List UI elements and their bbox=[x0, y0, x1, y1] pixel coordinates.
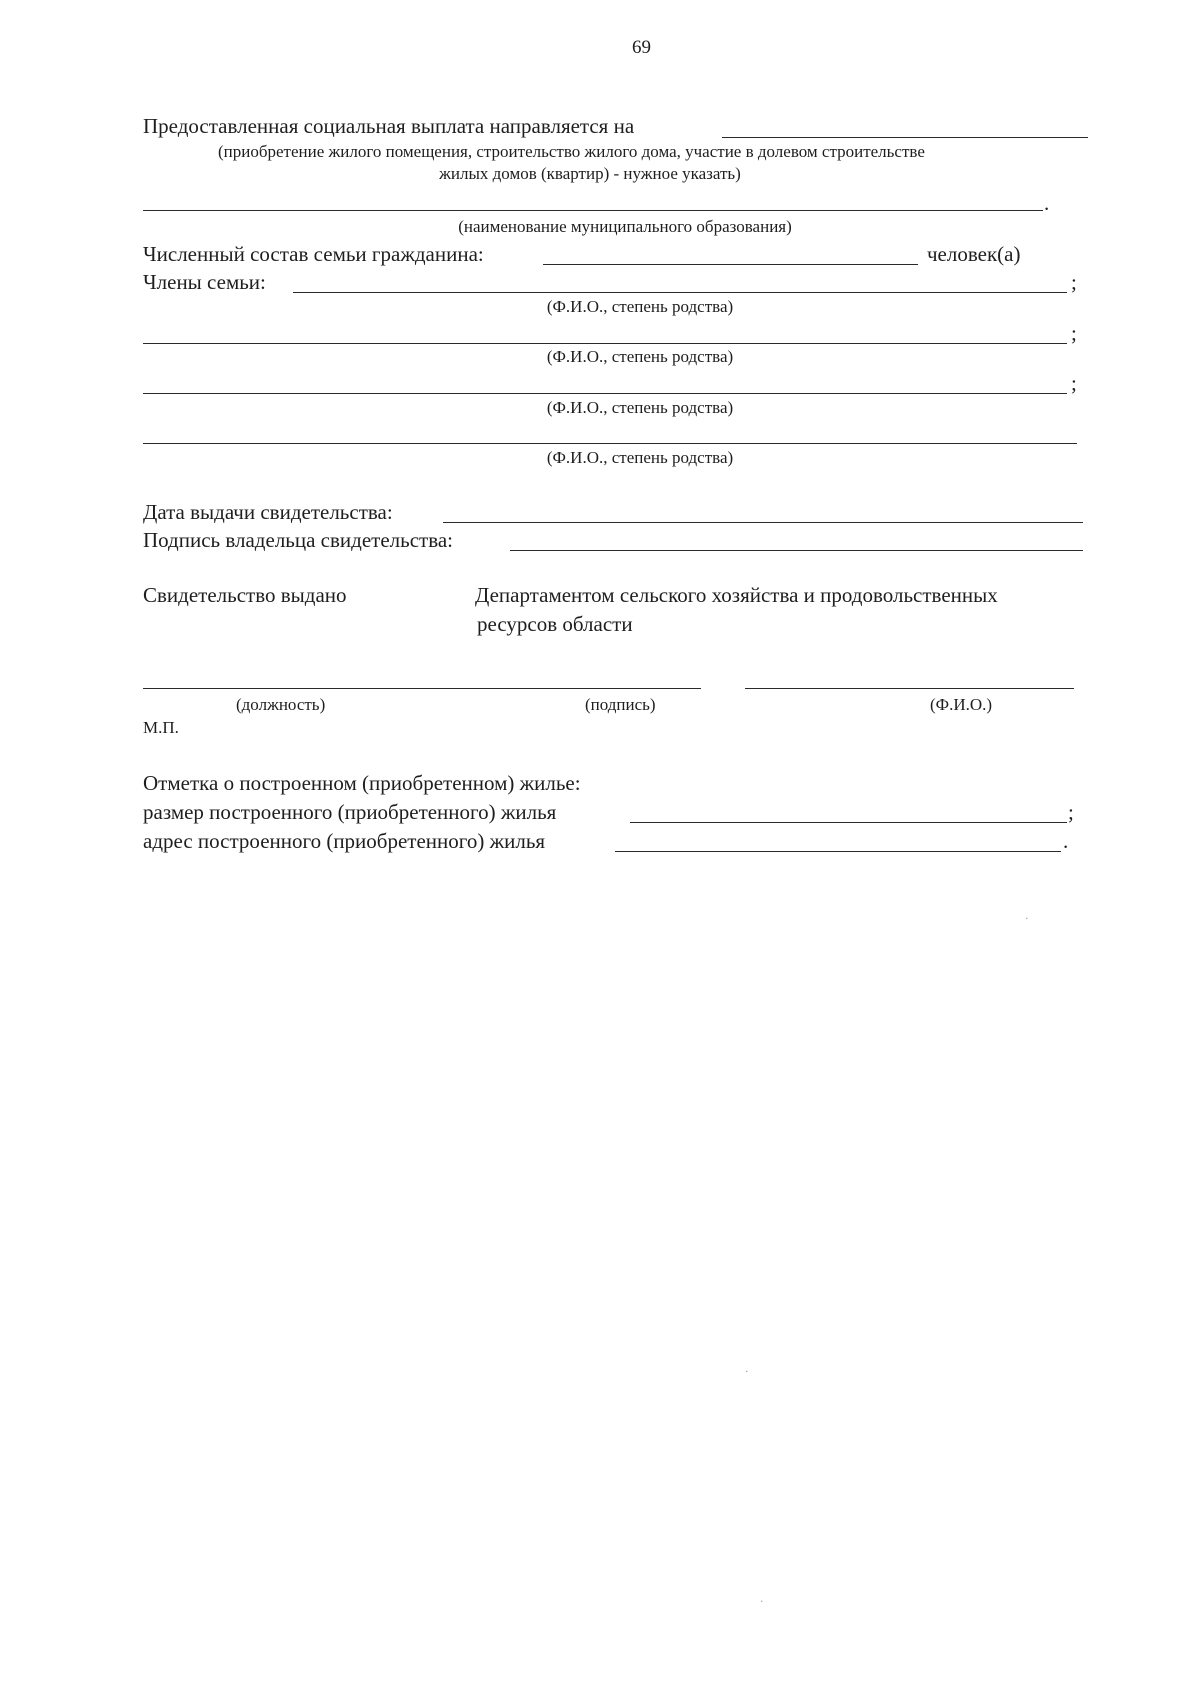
family-member-field-3[interactable] bbox=[143, 393, 1067, 394]
scan-artifact-dot: · bbox=[760, 1595, 764, 1608]
municipality-field[interactable] bbox=[143, 210, 1043, 211]
housing-address-field[interactable] bbox=[615, 851, 1061, 852]
family-member-field-1[interactable] bbox=[293, 292, 1067, 293]
family-member-hint-1: (Ф.И.О., степень родства) bbox=[546, 297, 734, 316]
payment-purpose-hint-line1: (приобретение жилого помещения, строительство жилого дома, участие в долевом строительстве bbox=[218, 142, 925, 161]
name-hint: (Ф.И.О.) bbox=[930, 695, 993, 714]
issued-by-label: Свидетельство выдано bbox=[143, 583, 347, 607]
family-member-field-4[interactable] bbox=[143, 443, 1077, 444]
family-member-hint-2: (Ф.И.О., степень родства) bbox=[546, 347, 734, 366]
payment-purpose-hint-line2: жилых домов (квартир) - нужное указать) bbox=[439, 164, 741, 183]
family-member-separator-2: ; bbox=[1071, 321, 1077, 345]
family-count-unit: человек(а) bbox=[927, 242, 1021, 266]
owner-signature-label: Подпись владельца свидетельства: bbox=[143, 528, 454, 552]
housing-size-field[interactable] bbox=[630, 822, 1067, 823]
housing-address-label: адрес построенного (приобретенного) жилья bbox=[143, 829, 546, 853]
issue-date-field[interactable] bbox=[443, 522, 1083, 523]
payment-purpose-label: Предоставленная социальная выплата направляется на bbox=[143, 114, 635, 138]
payment-purpose-field[interactable] bbox=[722, 137, 1088, 138]
housing-address-end: . bbox=[1063, 829, 1069, 853]
stamp-mark: М.П. bbox=[143, 718, 179, 737]
page-number: 69 bbox=[632, 37, 651, 58]
family-member-field-2[interactable] bbox=[143, 343, 1067, 344]
family-count-field[interactable] bbox=[543, 264, 918, 265]
scan-artifact-dot: · bbox=[1025, 912, 1029, 925]
family-member-hint-4: (Ф.И.О., степень родства) bbox=[546, 448, 734, 467]
position-hint: (должность) bbox=[236, 695, 326, 714]
signature-hint: (подпись) bbox=[585, 695, 656, 714]
issue-date-label: Дата выдачи свидетельства: bbox=[143, 500, 393, 524]
municipality-trailing-dot: . bbox=[1044, 191, 1050, 215]
issued-by-line1: Департаментом сельского хозяйства и продовольственных bbox=[475, 583, 998, 607]
housing-size-end: ; bbox=[1068, 800, 1074, 824]
owner-signature-field[interactable] bbox=[510, 550, 1083, 551]
family-member-separator-3: ; bbox=[1071, 371, 1077, 395]
position-field[interactable] bbox=[143, 688, 701, 689]
scan-artifact-dot: · bbox=[745, 1365, 749, 1378]
housing-size-label: размер построенного (приобретенного) жилья bbox=[143, 800, 557, 824]
family-member-separator-1: ; bbox=[1071, 270, 1077, 294]
housing-mark-title: Отметка о построенном (приобретенном) жилье: bbox=[143, 771, 581, 795]
municipality-hint: (наименование муниципального образования) bbox=[458, 217, 792, 236]
family-count-label: Численный состав семьи гражданина: bbox=[143, 242, 484, 266]
name-field[interactable] bbox=[745, 688, 1074, 689]
issued-by-line2: ресурсов области bbox=[477, 612, 633, 636]
family-members-label: Члены семьи: bbox=[143, 270, 266, 294]
family-member-hint-3: (Ф.И.О., степень родства) bbox=[546, 398, 734, 417]
